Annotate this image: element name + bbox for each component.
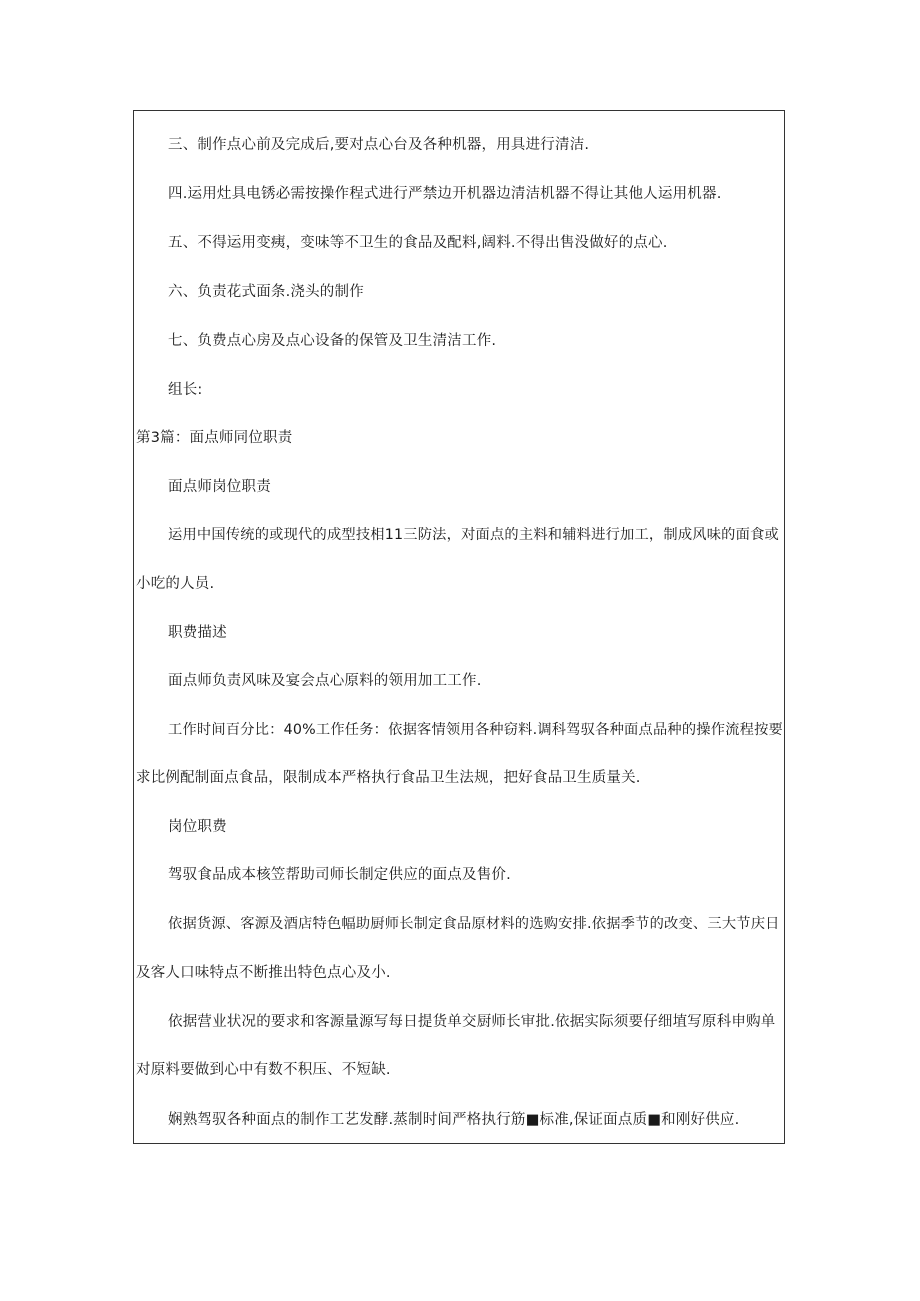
text-line-3: 五、不得运用变痍，变味等不卫生的食品及配料,阔料.不得出售没做好的点心.: [168, 235, 668, 251]
text-line-13: 工作时间百分比：40%工作任务：依据客情领用各种窃料.调科驾驭各种面点品种的操作流程按要: [168, 722, 784, 738]
text-line-10: 小吃的人员.: [136, 576, 215, 592]
text-line-4: 六、负责花式面条.浇头的制作: [168, 284, 364, 300]
document-frame: [133, 110, 785, 1144]
text-line-6: 组长:: [168, 382, 203, 398]
text-line-2: 四.运用灶具电锈必需按操作程式进行严禁边开机器边清洁机器不得让其他人运用机器.: [168, 186, 722, 202]
text-line-9: 运用中国传统的或现代的成型技相11三防法，对面点的主料和辅料进行加工，制成风味的面食或: [168, 527, 779, 543]
text-line-12: 面点师负责风味及宴会点心原料的领用加工工作.: [168, 673, 482, 689]
text-line-14: 求比例配制面点食品，限制成本严格执行食品卫生法规，把好食品卫生质量关.: [136, 770, 641, 786]
text-line-5: 七、负费点心房及点心设备的保管及卫生清洁工作.: [168, 333, 497, 349]
text-line-1: 三、制作点心前及完成后,要对点心台及各种机器，用具进行清洁.: [168, 137, 590, 153]
text-line-17: 依据货源、客源及酒店特色幅助厨师长制定食品原材料的选购安排.依据季节的改变、三大节庆日: [168, 916, 780, 932]
text-line-21: 娴熟驾驭各种面点的制作工艺发酵.蒸制时间严格执行筋■标准,保证面点质■和刚好供应.: [168, 1112, 740, 1128]
text-line-19: 依据营业状况的要求和客源量源写每日提货单交厨师长审批.依据实际须要仔细埴写原科申购单: [168, 1014, 776, 1030]
text-line-11: 职费描述: [168, 625, 227, 641]
text-line-8: 面点师岗位职责: [168, 479, 271, 495]
text-line-20: 对原料要做到心中有数不积压、不短缺.: [136, 1062, 391, 1078]
text-line-18: 及客人口味特点不断推出特色点心及小.: [136, 965, 391, 981]
text-line-15: 岗位职费: [168, 819, 227, 835]
text-line-16: 驾驭食品成本核笠帮助司师长制定供应的面点及售价.: [168, 867, 511, 883]
section-heading: 第3篇：面点师同位职责: [136, 430, 293, 446]
